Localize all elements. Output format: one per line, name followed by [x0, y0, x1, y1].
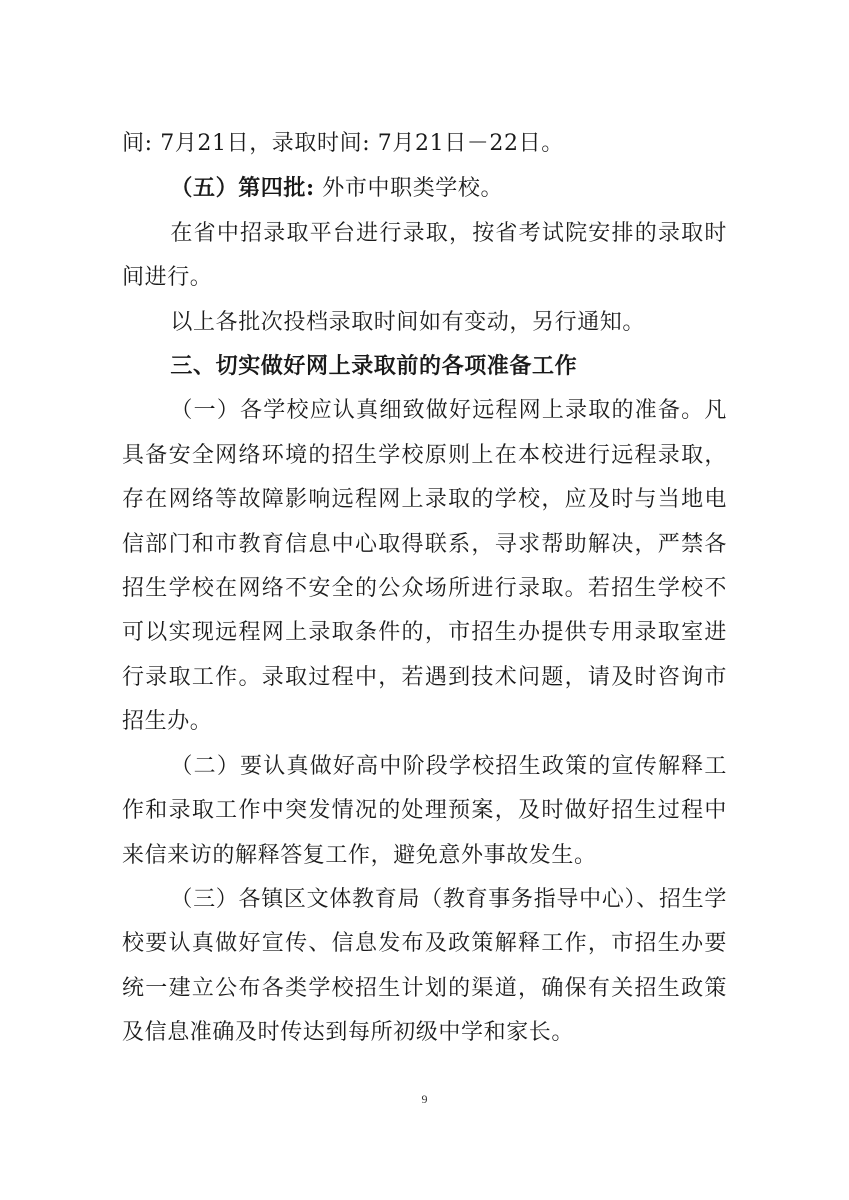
- document-body: [122, 122, 727, 1056]
- paragraph-item-three: （三）各镇区文体教育局（教育事务指导中心）、招生学校要认真做好宣传、信息发布及政策解释工作，市招生办要统一建立公布各类学校招生计划的渠道，确保有关招生政策及信息准确及时传达到每所初级中学和家长。: [122, 886, 727, 1046]
- paragraph-time-change-notice: 以上各批次投档录取时间如有变动，另行通知。: [170, 309, 645, 335]
- batch-four-label: （五）第四批:: [170, 175, 315, 202]
- paragraph-batch-four: [122, 166, 727, 211]
- paragraph-item-one: （一）各学校应认真细致做好远程网上录取的准备。凡具备安全网络环境的招生学校原则上在本校进行远程录取，存在网络等故障影响远程网上录取的学校，应及时与当地电信部门和市教育信息中心取得联系，寻求帮助解决，严禁各招生学校在网络不安全的公众场所进行录取。若招生学校不可以实现远程网上录取条件的，市招生办提供专用录取室进行录取工作。录取过程中，若遇到技术问题，请及时咨询市招生办。: [122, 398, 727, 735]
- paragraph-provincial-platform: 在省中招录取平台进行录取，按省考试院安排的录取时间进行。: [122, 220, 727, 291]
- section-heading-preparation: 三、切实做好网上录取前的各项准备工作: [170, 354, 578, 380]
- batch-four-text: 外市中职类学校。: [314, 176, 504, 202]
- page-number: 9: [421, 1092, 428, 1106]
- paragraph-item-two: （二）要认真做好高中阶段学校招生政策的宣传解释工作和录取工作中突发情况的处理预案，及时做好招生过程中来信来访的解释答复工作，避免意外事故发生。: [122, 753, 727, 868]
- paragraph-admission-time: 间: 7月21日，录取时间: 7月21日－22日。: [122, 131, 564, 156]
